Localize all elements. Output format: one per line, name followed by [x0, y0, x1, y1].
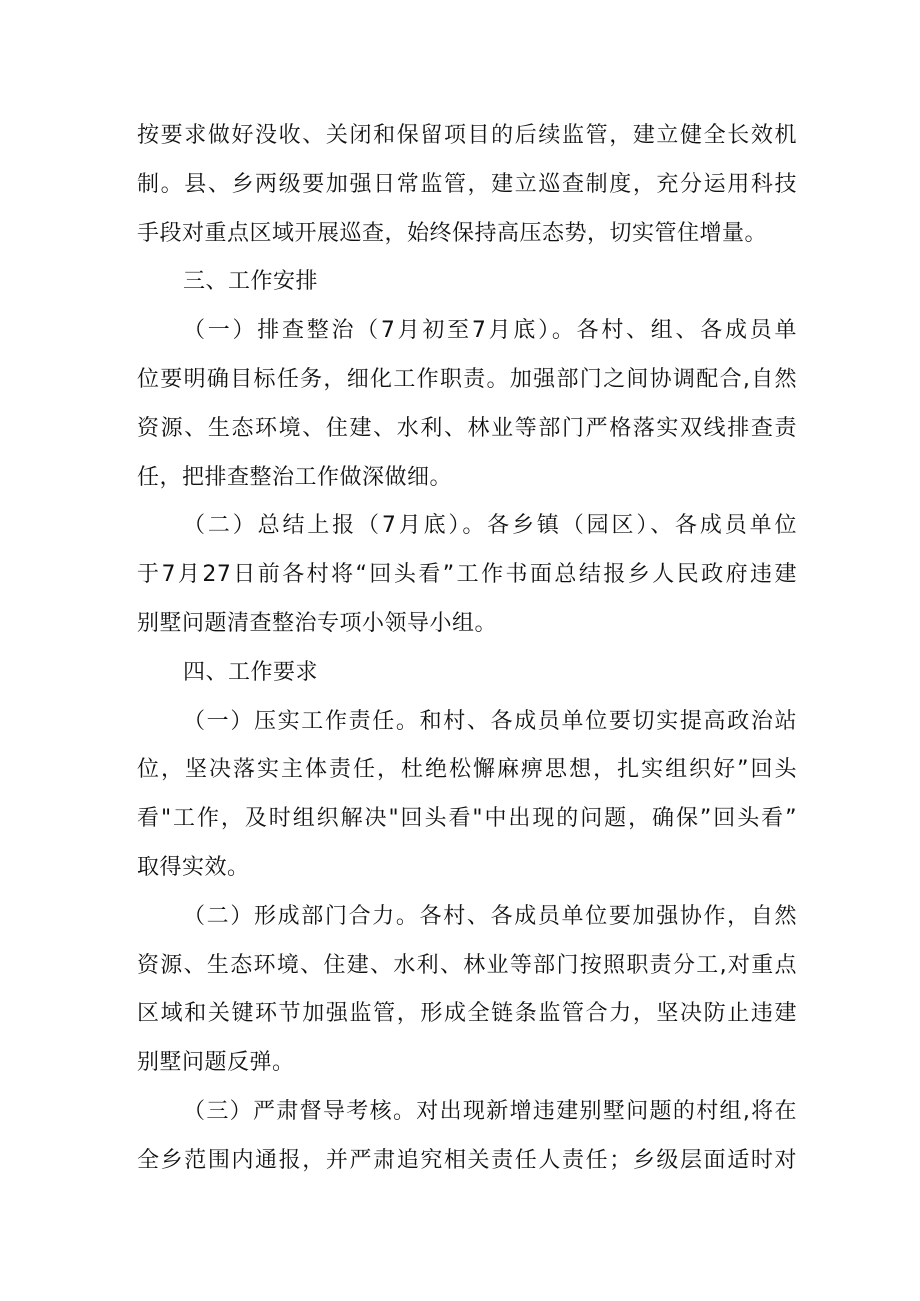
section-heading: 四、工作要求 — [183, 659, 319, 685]
paragraph-line: 别墅问题清查整治专项小领导小组。 — [137, 610, 498, 636]
paragraph-line: 区域和关键环节加强监管，形成全链条监管合力，坚决防止违建 — [137, 1001, 797, 1027]
paragraph-line: （二）总结上报（7月底）。各乡镇（园区）、各成员单位 — [183, 513, 797, 539]
paragraph-line: 手段对重点区域开展巡查，始终保持高压态势，切实管住增量。 — [137, 220, 768, 246]
document-body — [137, 112, 797, 1186]
paragraph-line: 位要明确目标任务，细化工作职责。加强部门之间协调配合,自然 — [137, 366, 797, 392]
paragraph-line: 资源、生态环境、住建、水利、林业等部门严格落实双线排查责 — [137, 415, 797, 441]
section-heading: 三、工作安排 — [183, 269, 319, 295]
paragraph-line: 于7月27日前各村将“回头看”工作书面总结报乡人民政府违建 — [137, 562, 797, 588]
paragraph-line: 取得实效。 — [137, 854, 250, 880]
paragraph-line: （二）形成部门合力。各村、各成员单位要加强协作，自然 — [183, 903, 797, 929]
paragraph-line: （三）严肃督导考核。对出现新增违建别墅问题的村组,将在 — [183, 1098, 797, 1124]
paragraph-line: 资源、生态环境、住建、水利、林业等部门按照职责分工,对重点 — [137, 952, 797, 978]
paragraph-line: 任，把排查整治工作做深做细。 — [137, 464, 453, 490]
paragraph-line: 看"工作，及时组织解决"回头看"中出现的问题，确保”回头看” — [137, 806, 797, 832]
paragraph-line: 全乡范围内通报，并严肃追究相关责任人责任；乡级层面适时对 — [137, 1147, 797, 1173]
paragraph-line: 别墅问题反弹。 — [137, 1050, 295, 1076]
paragraph-line: （一）排查整治（7月初至7月底）。各村、组、各成员单 — [183, 318, 797, 344]
paragraph-line: （一）压实工作责任。和村、各成员单位要切实提高政治站 — [183, 708, 797, 734]
paragraph-line: 位，坚决落实主体责任，杜绝松懈麻痹思想，扎实组织好”回头 — [137, 757, 797, 783]
paragraph-line: 按要求做好没收、关闭和保留项目的后续监管，建立健全长效机 — [137, 123, 797, 148]
paragraph-line: 制。县、乡两级要加强日常监管，建立巡查制度，充分运用科技 — [137, 171, 797, 197]
